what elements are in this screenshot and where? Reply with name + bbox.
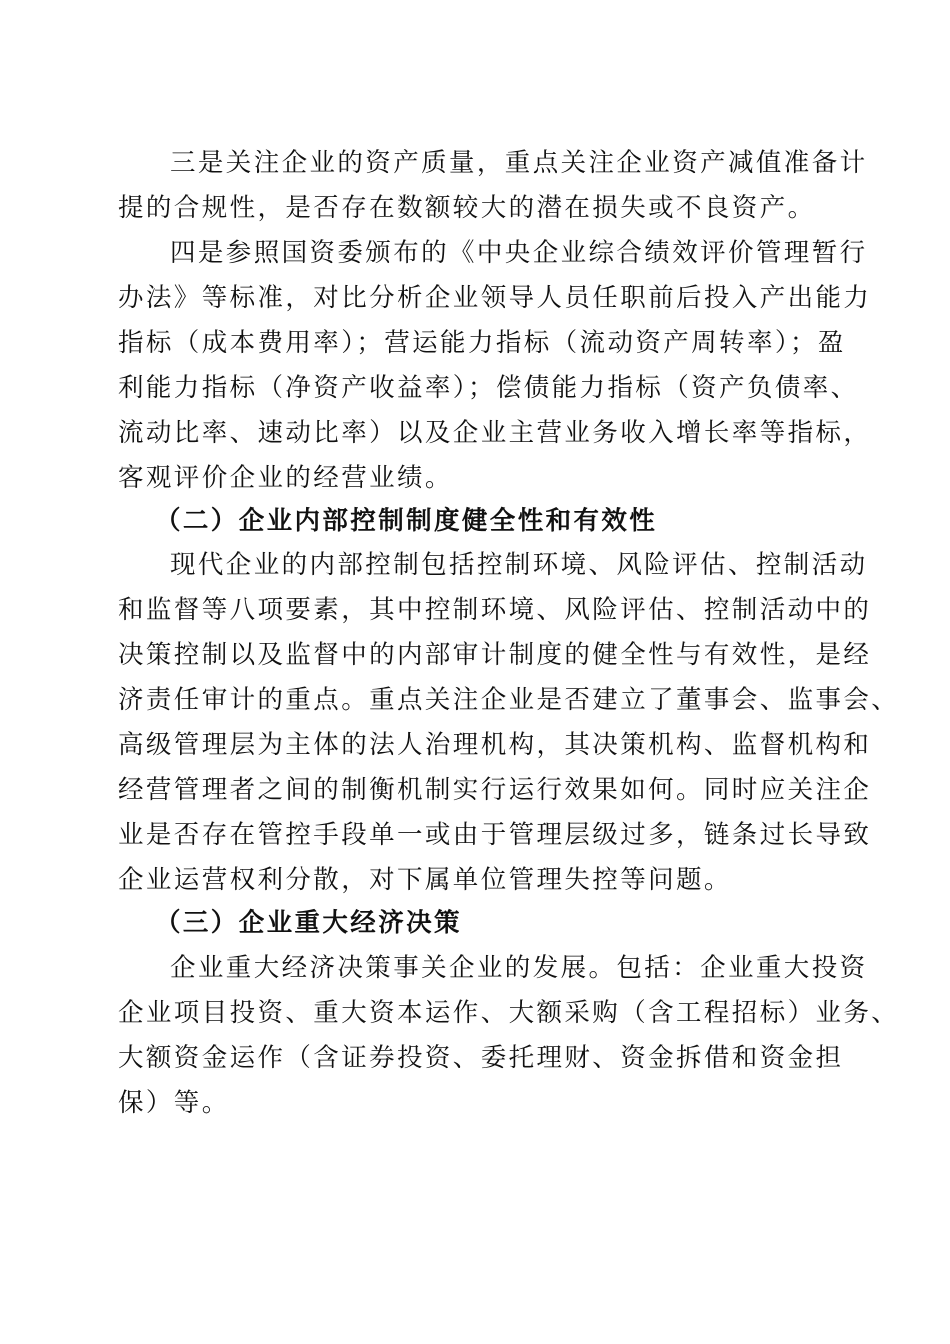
text-line: 大额资金运作（含证券投资、委托理财、资金拆借和资金担 <box>118 1043 844 1073</box>
text-line: 经营管理者之间的制衡机制实行运行效果如何。同时应关注企 <box>118 775 872 805</box>
text-line: 办法》等标准，对比分析企业领导人员任职前后投入产出能力 <box>118 283 872 313</box>
text-line: 业是否存在管控手段单一或由于管理层级过多，链条过长导致 <box>118 820 872 850</box>
text-line: 三是关注企业的资产质量，重点关注企业资产减值准备计 <box>170 148 868 178</box>
text-line: 客观评价企业的经营业绩。 <box>118 463 453 493</box>
text-line: 和监督等八项要素，其中控制环境、风险评估、控制活动中的 <box>118 595 872 625</box>
text-line: 企业项目投资、重大资本运作、大额采购（含工程招标）业务、 <box>118 998 900 1028</box>
text-line: 利能力指标（净资产收益率）；偿债能力指标（资产负债率、 <box>118 373 859 403</box>
text-line: 企业运营权利分散，对下属单位管理失控等问题。 <box>118 865 732 895</box>
text-line: 高级管理层为主体的法人治理机构，其决策机构、监督机构和 <box>118 730 872 760</box>
section-heading-internal-control: （二）企业内部控制制度健全性和有效性 <box>155 506 658 536</box>
text-line: 流动比率、速动比率）以及企业主营业务收入增长率等指标， <box>118 418 872 448</box>
text-line: 决策控制以及监督中的内部审计制度的健全性与有效性，是经 <box>118 640 872 670</box>
section-heading-major-decisions: （三）企业重大经济决策 <box>155 908 462 938</box>
text-line: 指标（成本费用率）；营运能力指标（流动资产周转率）；盈 <box>118 328 846 358</box>
text-line: 现代企业的内部控制包括控制环境、风险评估、控制活动 <box>170 550 868 580</box>
text-line: 提的合规性，是否存在数额较大的潜在损失或不良资产。 <box>118 193 816 223</box>
text-line: 保）等。 <box>118 1088 230 1118</box>
text-line: 四是参照国资委颁布的《中央企业综合绩效评价管理暂行 <box>170 238 868 268</box>
text-line: 济责任审计的重点。重点关注企业是否建立了董事会、监事会、 <box>118 685 900 715</box>
text-line: 企业重大经济决策事关企业的发展。包括：企业重大投资 <box>170 953 868 983</box>
